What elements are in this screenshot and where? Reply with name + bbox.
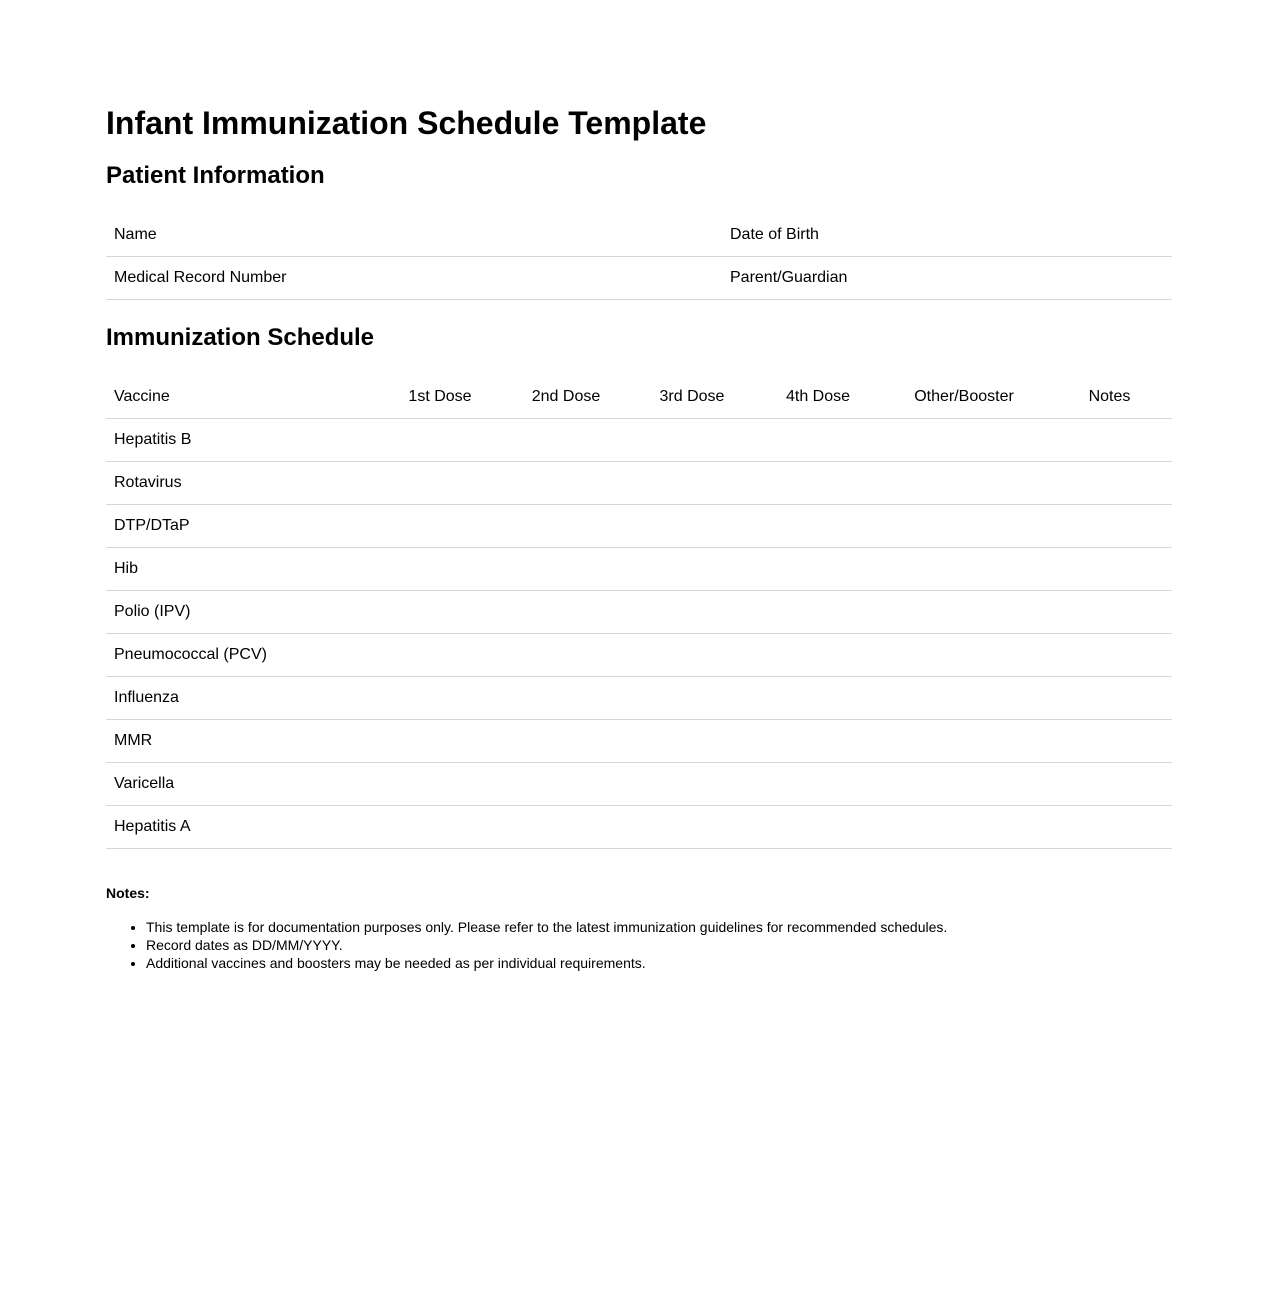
patient-field-name: Name: [106, 214, 722, 257]
2nd-dose-cell[interactable]: [503, 806, 629, 849]
2nd-dose-cell[interactable]: [503, 677, 629, 720]
vaccine-name-cell: DTP/DTaP: [106, 505, 377, 548]
2nd-dose-cell[interactable]: [503, 419, 629, 462]
patient-info-table: [106, 214, 1172, 300]
4th-dose-cell[interactable]: [755, 505, 881, 548]
notes-cell[interactable]: [1047, 634, 1172, 677]
2nd-dose-cell[interactable]: [503, 720, 629, 763]
2nd-dose-cell[interactable]: [503, 462, 629, 505]
other-booster-cell[interactable]: [881, 634, 1047, 677]
1st-dose-cell[interactable]: [377, 806, 503, 849]
1st-dose-cell[interactable]: [377, 634, 503, 677]
notes-label: Notes:: [106, 885, 150, 901]
1st-dose-cell[interactable]: [377, 505, 503, 548]
2nd-dose-cell[interactable]: [503, 591, 629, 634]
immunization-schedule-table: [106, 376, 1172, 849]
2nd-dose-cell[interactable]: [503, 505, 629, 548]
patient-field-dob: Date of Birth: [722, 214, 1172, 257]
4th-dose-cell[interactable]: [755, 548, 881, 591]
table-row: [106, 806, 1172, 849]
other-booster-cell[interactable]: [881, 591, 1047, 634]
table-row: [106, 548, 1172, 591]
4th-dose-cell[interactable]: [755, 720, 881, 763]
schedule-table-body: [106, 419, 1172, 849]
notes-cell[interactable]: [1047, 591, 1172, 634]
immunization-schedule-heading: Immunization Schedule: [106, 324, 375, 351]
4th-dose-cell[interactable]: [755, 419, 881, 462]
other-booster-cell[interactable]: [881, 548, 1047, 591]
patient-field-mrn: Medical Record Number: [106, 257, 722, 300]
table-row: [106, 720, 1172, 763]
vaccine-name-cell: Hib: [106, 548, 377, 591]
table-row: [106, 763, 1172, 806]
vaccine-name-cell: Varicella: [106, 763, 377, 806]
list-item: • Additional vaccines and boosters may be needed as per individual requirements.: [146, 954, 1172, 972]
4th-dose-cell[interactable]: [755, 634, 881, 677]
other-booster-cell[interactable]: [881, 806, 1047, 849]
notes-section: [106, 884, 1172, 972]
2nd-dose-cell[interactable]: [503, 634, 629, 677]
table-row: [106, 462, 1172, 505]
column-header-4th-dose: 4th Dose: [755, 376, 881, 419]
other-booster-cell[interactable]: [881, 505, 1047, 548]
notes-list: [106, 918, 1172, 972]
notes-cell[interactable]: [1047, 763, 1172, 806]
column-header-vaccine: Vaccine: [106, 376, 377, 419]
3rd-dose-cell[interactable]: [629, 591, 755, 634]
3rd-dose-cell[interactable]: [629, 677, 755, 720]
table-row: [106, 505, 1172, 548]
1st-dose-cell[interactable]: [377, 591, 503, 634]
1st-dose-cell[interactable]: [377, 419, 503, 462]
table-row: [106, 419, 1172, 462]
other-booster-cell[interactable]: [881, 462, 1047, 505]
1st-dose-cell[interactable]: [377, 548, 503, 591]
4th-dose-cell[interactable]: [755, 677, 881, 720]
vaccine-name-cell: Polio (IPV): [106, 591, 377, 634]
other-booster-cell[interactable]: [881, 419, 1047, 462]
other-booster-cell[interactable]: [881, 677, 1047, 720]
4th-dose-cell[interactable]: [755, 806, 881, 849]
vaccine-name-cell: Rotavirus: [106, 462, 377, 505]
column-header-notes: Notes: [1047, 376, 1172, 419]
3rd-dose-cell[interactable]: [629, 720, 755, 763]
3rd-dose-cell[interactable]: [629, 419, 755, 462]
vaccine-name-cell: Influenza: [106, 677, 377, 720]
table-row: [106, 634, 1172, 677]
1st-dose-cell[interactable]: [377, 763, 503, 806]
notes-cell[interactable]: [1047, 548, 1172, 591]
notes-cell[interactable]: [1047, 806, 1172, 849]
page-title: Infant Immunization Schedule Template: [106, 105, 707, 141]
patient-info-heading: Patient Information: [106, 162, 325, 189]
notes-cell[interactable]: [1047, 419, 1172, 462]
table-header-row: [106, 376, 1172, 419]
1st-dose-cell[interactable]: [377, 720, 503, 763]
list-item: • Record dates as DD/MM/YYYY.: [146, 936, 1172, 954]
2nd-dose-cell[interactable]: [503, 548, 629, 591]
4th-dose-cell[interactable]: [755, 763, 881, 806]
notes-cell[interactable]: [1047, 720, 1172, 763]
table-row: [106, 677, 1172, 720]
3rd-dose-cell[interactable]: [629, 763, 755, 806]
patient-field-guardian: Parent/Guardian: [722, 257, 1172, 300]
vaccine-name-cell: Pneumococcal (PCV): [106, 634, 377, 677]
list-item: • This template is for documentation purposes only. Please refer to the latest immunization guidelines for recommended schedules.: [146, 918, 1172, 936]
vaccine-name-cell: Hepatitis B: [106, 419, 377, 462]
3rd-dose-cell[interactable]: [629, 548, 755, 591]
notes-cell[interactable]: [1047, 462, 1172, 505]
1st-dose-cell[interactable]: [377, 677, 503, 720]
3rd-dose-cell[interactable]: [629, 634, 755, 677]
notes-cell[interactable]: [1047, 505, 1172, 548]
3rd-dose-cell[interactable]: [629, 462, 755, 505]
4th-dose-cell[interactable]: [755, 591, 881, 634]
table-row: [106, 214, 1172, 257]
3rd-dose-cell[interactable]: [629, 505, 755, 548]
column-header-1st-dose: 1st Dose: [377, 376, 503, 419]
column-header-2nd-dose: 2nd Dose: [503, 376, 629, 419]
vaccine-name-cell: MMR: [106, 720, 377, 763]
vaccine-name-cell: Hepatitis A: [106, 806, 377, 849]
table-row: [106, 591, 1172, 634]
other-booster-cell[interactable]: [881, 720, 1047, 763]
column-header-other-booster: Other/Booster: [881, 376, 1047, 419]
3rd-dose-cell[interactable]: [629, 806, 755, 849]
table-row: [106, 257, 1172, 300]
4th-dose-cell[interactable]: [755, 462, 881, 505]
2nd-dose-cell[interactable]: [503, 763, 629, 806]
notes-cell[interactable]: [1047, 677, 1172, 720]
1st-dose-cell[interactable]: [377, 462, 503, 505]
column-header-3rd-dose: 3rd Dose: [629, 376, 755, 419]
other-booster-cell[interactable]: [881, 763, 1047, 806]
